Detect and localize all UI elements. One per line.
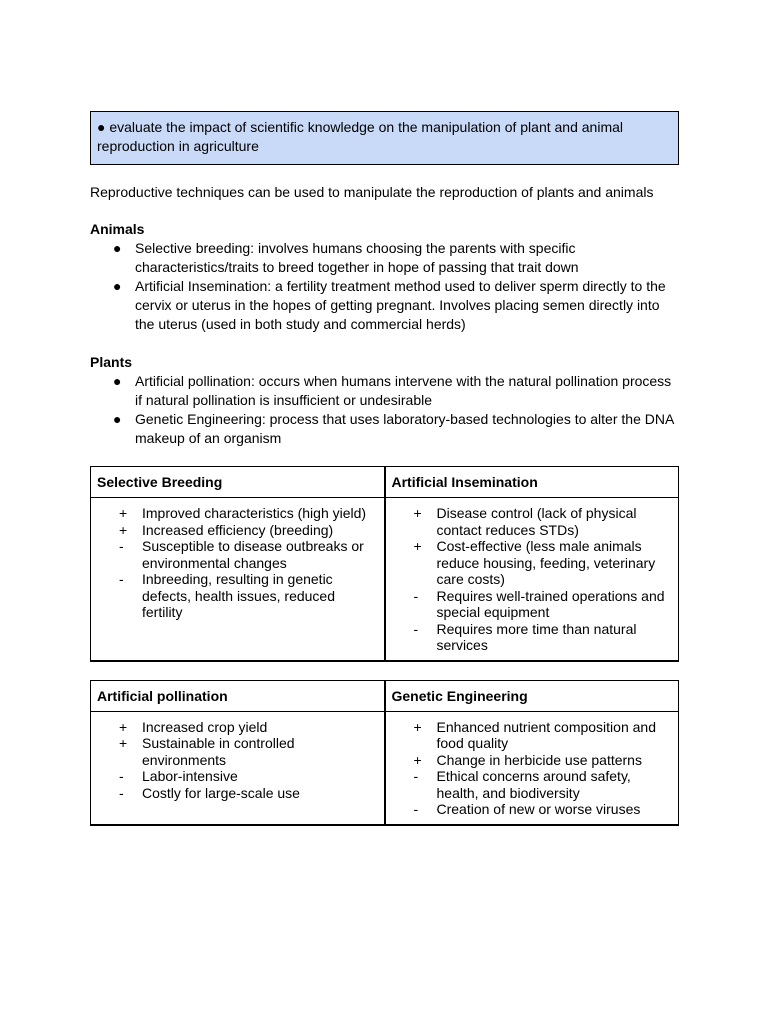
list-item xyxy=(392,752,673,769)
bullet-icon: ● xyxy=(113,373,122,389)
sign-marker: - xyxy=(413,768,419,784)
sign-marker: - xyxy=(119,538,124,554)
list-item-text: Enhanced nutrient composition and food quality xyxy=(436,718,656,751)
table-row xyxy=(91,711,679,825)
list-item xyxy=(90,239,679,277)
selective-breeding-header: Selective Breeding xyxy=(91,467,385,498)
sign-marker: + xyxy=(119,735,128,751)
list-item xyxy=(392,588,673,621)
sign-marker: + xyxy=(413,505,422,521)
list-item xyxy=(97,522,378,539)
list-item-text: Ethical concerns around safety, health, and biodiversity xyxy=(436,768,631,801)
sign-marker: + xyxy=(413,718,422,735)
list-item xyxy=(392,621,673,654)
intro-paragraph: Reproductive techniques can be used to manipulate the reproduction of plants and animals xyxy=(90,184,654,200)
learning-objective-text: ● evaluate the impact of scientific knowledge on the manipulation of plant and animal reproduction in agriculture xyxy=(97,119,623,154)
sign-marker: + xyxy=(413,751,422,768)
list-item-text: Susceptible to disease outbreaks or environmental changes xyxy=(142,538,364,571)
plants-list xyxy=(90,372,679,448)
sign-marker: - xyxy=(119,571,124,587)
bullet-icon: ● xyxy=(113,411,122,427)
sign-marker: + xyxy=(119,505,128,521)
list-item-text: Creation of new or worse viruses xyxy=(436,801,641,817)
list-item xyxy=(90,372,679,410)
list-item xyxy=(90,410,679,448)
list-item xyxy=(392,801,673,818)
list-item xyxy=(97,571,378,621)
pros-cons-list xyxy=(97,505,378,621)
pros-cons-list xyxy=(97,719,378,802)
list-item xyxy=(97,505,378,522)
artificial-pollination-header: Artificial pollination xyxy=(91,680,385,711)
bullet-icon: ● xyxy=(113,278,122,294)
sign-marker: + xyxy=(119,521,128,538)
list-item xyxy=(90,277,679,334)
artificial-pollination-cell xyxy=(91,711,385,825)
list-item-text: Change in herbicide use patterns xyxy=(436,751,642,768)
sign-marker: + xyxy=(119,718,128,735)
list-item-text: Genetic Engineering: process that uses laboratory-based technologies to alter the DNA makeup of an organism xyxy=(135,411,674,446)
list-item xyxy=(97,785,378,802)
plants-heading: Plants xyxy=(90,354,133,370)
sign-marker: - xyxy=(413,620,419,637)
sign-marker: - xyxy=(413,801,419,817)
list-item-text: Cost-effective (less male animals reduce housing, feeding, veterinary care costs) xyxy=(436,538,656,587)
list-item xyxy=(97,538,378,571)
genetic-engineering-cell xyxy=(385,711,679,825)
list-item xyxy=(392,538,673,588)
table-header-row xyxy=(91,680,679,711)
list-item-text: Artificial pollination: occurs when humans intervene with the natural pollination process if natural pollination is insufficient or undesirable xyxy=(135,373,672,408)
pros-cons-list xyxy=(392,505,673,654)
list-item xyxy=(392,768,673,801)
learning-objective-box xyxy=(90,111,679,165)
list-item-text: Selective breeding: involves humans choosing the parents with specific characteristics/traits to breed together in hope of passing that trait down xyxy=(135,240,579,275)
pros-cons-list xyxy=(392,719,673,818)
list-item xyxy=(97,768,378,785)
animals-list xyxy=(90,239,679,334)
list-item-text: Requires more time than natural services xyxy=(436,620,637,653)
list-item-text: Costly for large-scale use xyxy=(142,784,300,801)
bullet-icon: ● xyxy=(113,240,122,256)
sign-marker: + xyxy=(413,538,422,554)
breeding-insemination-table xyxy=(90,466,679,662)
table-header-row xyxy=(91,467,679,498)
list-item-text: Increased crop yield xyxy=(142,718,268,735)
list-item-text: Improved characteristics (high yield) xyxy=(142,505,367,521)
list-item-text: Artificial Insemination: a fertility treatment method used to deliver sperm directly to the cervix or uterus in the hopes of getting pregnant. Involves placing semen directly into the uterus (used in both study and commercial herds) xyxy=(135,278,666,332)
pollination-engineering-table xyxy=(90,680,679,826)
list-item xyxy=(97,735,378,768)
list-item-text: Disease control (lack of physical contact reduces STDs) xyxy=(436,505,637,538)
selective-breeding-cell xyxy=(91,498,385,661)
sign-marker: - xyxy=(119,768,124,784)
artificial-insemination-header: Artificial Insemination xyxy=(385,467,679,498)
list-item-text: Increased efficiency (breeding) xyxy=(142,521,334,538)
artificial-insemination-cell xyxy=(385,498,679,661)
list-item xyxy=(97,719,378,736)
animals-heading: Animals xyxy=(90,221,145,237)
list-item-text: Sustainable in controlled environments xyxy=(142,735,295,768)
list-item-text: Inbreeding, resulting in genetic defects, health issues, reduced fertility xyxy=(142,571,336,620)
table-row xyxy=(91,498,679,661)
list-item-text: Requires well-trained operations and special equipment xyxy=(436,587,665,620)
list-item xyxy=(392,719,673,752)
sign-marker: - xyxy=(413,587,419,604)
sign-marker: - xyxy=(119,784,124,801)
list-item xyxy=(392,505,673,538)
genetic-engineering-header: Genetic Engineering xyxy=(385,680,679,711)
list-item-text: Labor-intensive xyxy=(142,768,238,784)
document-page xyxy=(90,111,679,826)
